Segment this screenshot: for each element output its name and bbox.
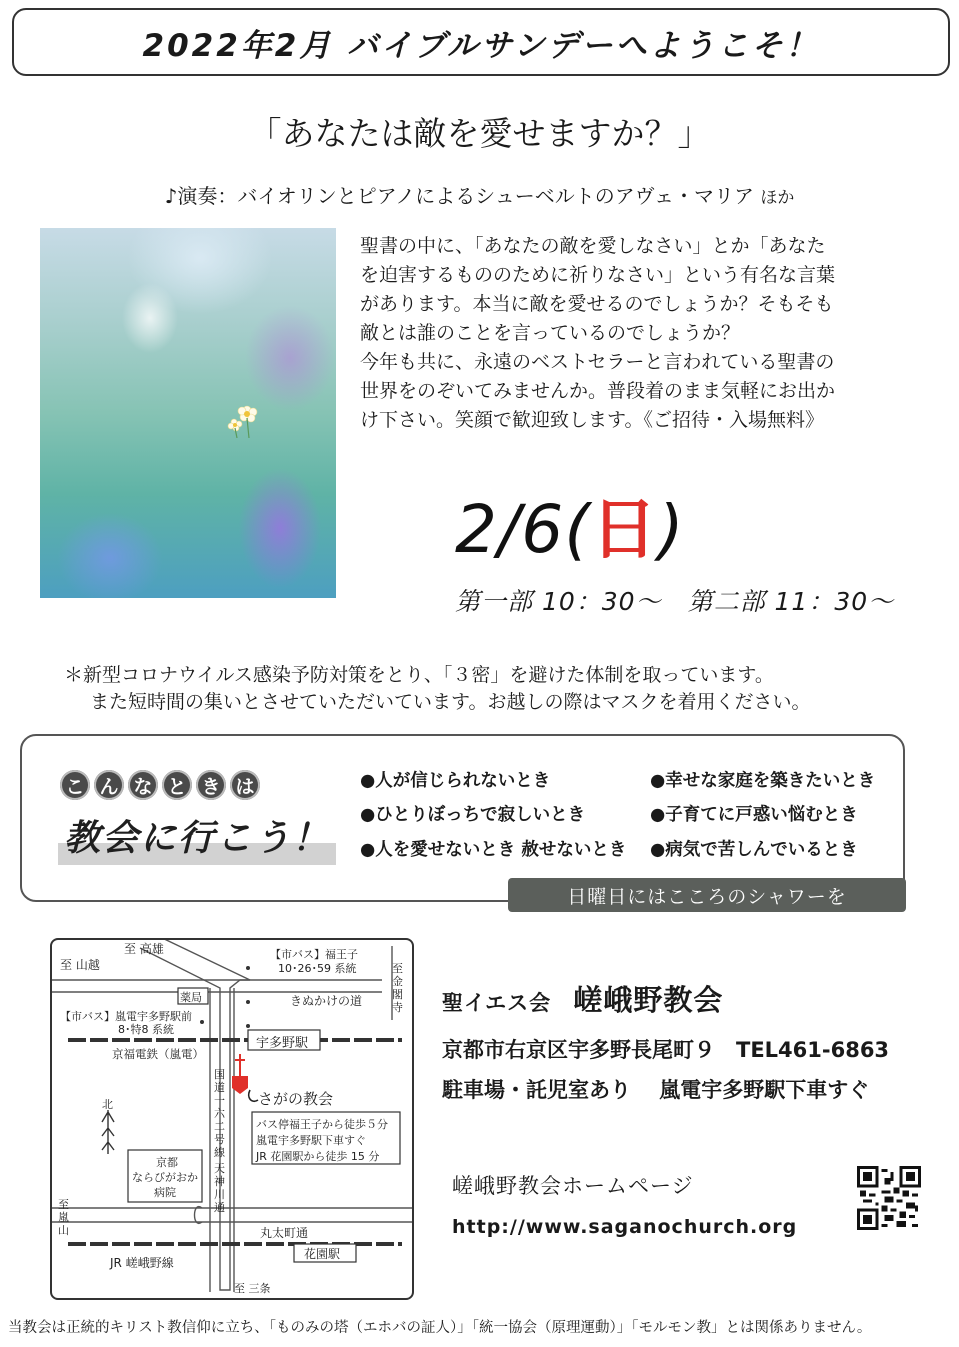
map-label: JR 嵯峨野線 xyxy=(110,1256,174,1270)
performance-text: ♪演奏：バイオリンとピアノによるシューベルトのアヴェ・マリア xyxy=(164,184,754,208)
map-label: 10･26･59 系統 xyxy=(278,962,357,975)
map-label: 8･特8 系統 xyxy=(118,1023,174,1036)
map-label: 北 xyxy=(102,1098,113,1111)
bubble-char: き xyxy=(196,770,226,800)
description-line: 敵とは誰のことを言っているのでしょうか？ xyxy=(360,322,741,344)
map-label: 国道一六二号線 xyxy=(214,1068,225,1159)
covid-notice xyxy=(64,662,810,716)
map-label: きぬかけの道 xyxy=(290,994,363,1008)
title-box xyxy=(12,8,950,76)
map-label: 至 三条 xyxy=(234,1282,271,1295)
map-label: 【市バス】福王子 xyxy=(270,948,358,961)
event-date xyxy=(455,476,685,571)
bubble-char: こ xyxy=(60,770,90,800)
access-map xyxy=(50,938,414,1300)
map-label: 薬局 xyxy=(180,991,202,1004)
performance-suffix: ほか xyxy=(760,188,795,208)
banner-item: ●子育てに戸惑い悩むとき xyxy=(650,805,858,825)
event-times: 第一部 10：30～ 第二部 11：30～ xyxy=(455,587,895,616)
banner-item: ●病気で苦しんでいるとき xyxy=(650,840,858,860)
church-marker-icon xyxy=(232,1054,258,1101)
event-description xyxy=(360,232,920,435)
description-line: 世界をのぞいてみませんか。普段着のまま気軽にお出か xyxy=(360,380,836,402)
map-label: 花園駅 xyxy=(304,1247,341,1261)
description-line: があります。本当に敵を愛せるのでしょうか？そもそも xyxy=(360,293,834,315)
date-suffix: ) xyxy=(657,491,685,568)
map-label: 至 嵐山 xyxy=(58,1198,69,1237)
map-label: 至 山越 xyxy=(60,958,100,972)
map-label: 病院 xyxy=(154,1186,176,1199)
bubble-char: と xyxy=(162,770,192,800)
notice-line-1: ＊新型コロナウイルス感染予防対策をとり、「３密」を避けた体制を取っています。 xyxy=(64,664,774,686)
date-day: 日 xyxy=(590,491,658,568)
church-title: 嵯峨野教会 xyxy=(573,983,724,1017)
north-arrow-icon xyxy=(102,1110,114,1154)
bubble-char: は xyxy=(230,770,260,800)
map-label: JR 花園駅から徒歩 15 分 xyxy=(256,1150,380,1163)
map-label: 京福電鉄（嵐電） xyxy=(112,1047,204,1061)
map-label: 至 高雄 xyxy=(124,942,164,956)
map-label: 宇多野駅 xyxy=(256,1036,309,1051)
description-line: け下さい。笑顔で歓迎致します。《ご招待・入場無料》 xyxy=(360,409,824,431)
date-prefix: 2/6( xyxy=(455,491,591,568)
homepage-link[interactable]: http://www.saganochurch.org xyxy=(452,1216,798,1238)
performance-line xyxy=(0,180,959,209)
flower-icon xyxy=(225,398,265,438)
map-label: 丸太町通 xyxy=(260,1226,309,1240)
event-subtitle: 「あなたは敵を愛せますか？」 xyxy=(248,114,711,153)
banner-item: ●ひとりぼっちで寂しいとき xyxy=(360,805,586,825)
page-title: 2022年2月 バイブルサンデーへようこそ！ xyxy=(142,27,820,64)
banner-item: ●幸せな家庭を築きたいとき xyxy=(650,771,876,791)
description-line: 今年も共に、永遠のベストセラーと言われている聖書の xyxy=(360,351,835,373)
map-label: バス停福王子から徒歩５分 xyxy=(256,1118,388,1131)
banner-item: ●人を愛せないとき 赦せないとき xyxy=(360,840,627,860)
banner-item: ●人が信じられないとき xyxy=(360,771,551,791)
notice-line-2: また短時間の集いとさせていただいています。お越しの際はマスクを着用ください。 xyxy=(90,691,811,713)
bubble-heading xyxy=(60,770,260,800)
homepage-label: 嵯峨野教会ホームページ xyxy=(452,1174,694,1198)
shower-tagline: 日曜日にはこころのシャワーを xyxy=(508,878,906,912)
map-label: 至 金閣寺 xyxy=(392,962,403,1014)
map-label: ならびがおか xyxy=(132,1171,198,1184)
flower-photo xyxy=(40,228,336,598)
bubble-char: ん xyxy=(94,770,124,800)
banner-slogan: 教会に行こう！ xyxy=(58,810,336,865)
description-line: を迫害するもののために祈りなさい」という有名な言葉 xyxy=(360,264,836,286)
church-org: 聖イエス会 xyxy=(442,991,552,1015)
map-label: 嵐電宇多野駅下車すぐ xyxy=(256,1134,366,1147)
bubble-char: な xyxy=(128,770,158,800)
map-label: 京都 xyxy=(156,1156,178,1169)
church-name xyxy=(442,978,723,1019)
description-line: 聖書の中に、「あなたの敵を愛しなさい」とか「あなた xyxy=(360,235,826,257)
qr-code-icon[interactable] xyxy=(857,1166,921,1230)
footer-disclaimer: 当教会は正統的キリスト教信仰に立ち、「ものみの塔（エホバの証人）」「統一協会（原理運動）」「モルモン教」とは関係ありません。 xyxy=(8,1320,872,1336)
map-label: さがの教会 xyxy=(258,1090,334,1108)
map-label: 【市バス】嵐電宇多野駅前 xyxy=(60,1010,192,1023)
map-label: 天神川通 xyxy=(214,1162,225,1214)
church-address: 京都市右京区宇多野長尾町９ TEL461-6863 xyxy=(442,1038,890,1062)
church-parking: 駐車場・託児室あり 嵐電宇多野駅下車すぐ xyxy=(442,1078,870,1102)
